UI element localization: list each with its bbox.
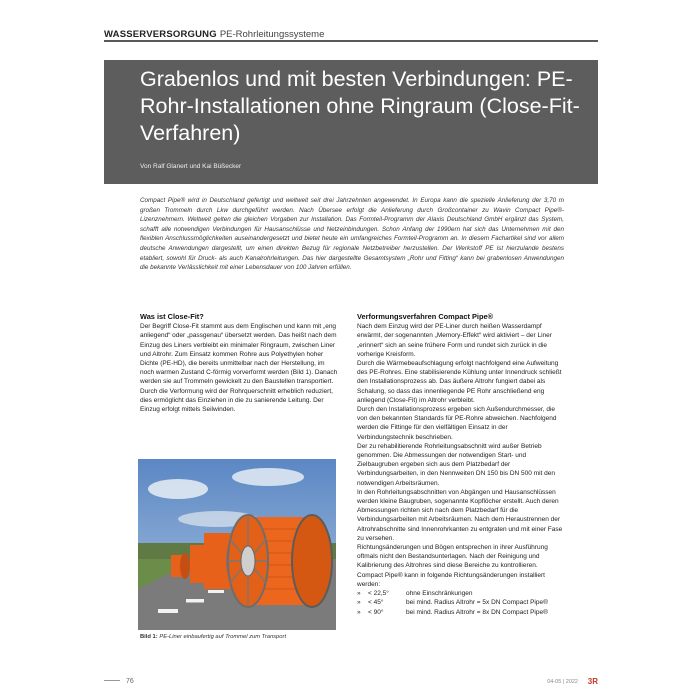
bullet-text: bei mind. Radius Altrohr = 5x DN Compact Pipe® bbox=[406, 599, 548, 607]
right-paragraph: Nach dem Einzug wird der PE-Liner durch heißen Wasserdampf erwärmt, der sogenannten „Memory-Effekt“ wird aktiviert – der Liner „erinnert“ sich an seine frühere Form und rundet sich zurück in die vorherige Kreisform. bbox=[357, 323, 552, 358]
cable-reel-far bbox=[171, 553, 190, 579]
cloud bbox=[232, 468, 304, 486]
issue-number: 04-05 | 2022 bbox=[547, 679, 578, 685]
caption-text: PE-Liner einbaufertig auf Trommel zum Transport bbox=[157, 634, 287, 640]
list-item bbox=[357, 589, 563, 598]
right-paragraph: In den Rohrleitungsabschnitten von Abgängen und Hausanschlüssen werden kleine Baugruben, sogenannte Kopflöcher erstellt. Auch deren Abmessungen richten sich nach dem Platzbedarf für die Verbindungsarbeiten mit Arbeitsräumen. Nach dem Heraustrennen der Altrohrabschnitte sind Innenrohrkanten zu entgraten und mit einer Fase zu versehen. bbox=[357, 488, 563, 542]
right-paragraph: Richtungsänderungen und Bögen entsprechen in ihrer Ausführung oftmals nicht den Bestandsunterlagen. Nach der Reinigung und Kalibrierung des Altrohres sind diese Bereiche zu kontrollieren. Compact Pipe® kann in folgende Richtungsänderungen installiert werden: bbox=[357, 544, 548, 588]
header-section: WASSERVERSORGUNG bbox=[104, 29, 217, 40]
article-title: Grabenlos und mit besten Verbindungen: PE-Rohr-Installationen ohne Ringraum (Close-Fit-Verfahren) bbox=[140, 67, 580, 145]
right-heading: Verformungsverfahren Compact Pipe® bbox=[357, 312, 494, 321]
figure-1-photo bbox=[138, 459, 336, 630]
bullet-degree: < 22,5° bbox=[368, 590, 389, 598]
header-subsection: PE-Rohrleitungssysteme bbox=[219, 29, 325, 40]
bullet-text: bei mind. Radius Altrohr = 8x DN Compact Pipe® bbox=[406, 608, 548, 616]
bullet-degree: < 45° bbox=[368, 599, 384, 607]
reel-photo-illustration bbox=[138, 459, 336, 630]
intro-paragraph: Compact Pipe® wird in Deutschland gefertigt und weltweit seit drei Jahrzehnten angewendet. In Europa kann die spezielle Anlieferung der 3,70 m großen Trommeln durch Lkw durchgeführt werden. Nach Übersee erfolgt die Anlieferung durch Großcontainer zu Wavin Compact Pipe®-Lizenznehmern. Weltweit gelten die gleichen Vorgaben zur Installation. Das Formteil-Programm der Alaxis Deutschland GmbH ergänzt das System, schafft alle notwendigen Verbindungen für Hausanschlüsse und Netzeinbindungen. Schon Anfang der 1990ern hat sich das Unternehmen mit den flexiblen Anschlussmöglichkeiten auseinandergesetzt und bietet heute ein umfangreiches Formteil-Programm an. In diesem Fachartikel sind vor allem deutsche Anwendungen dargestellt, um einen direkten Bezug für regionale Netzbetreiber herzustellen. Der Werkstoff PE ist hierzulande bestens etabliert, sowohl für Druck- als auch Kanalrohrleitungen. Das hier dargestellte Gesamtsystem „Rohr und Fitting“ kann bei grabenlosen Anwendungen die bekannte Verlässlichkeit mit einer Lebensdauer von 100 Jahren erfüllen. bbox=[140, 197, 564, 272]
left-heading: Was ist Close-Fit? bbox=[140, 312, 204, 321]
cable-reel-front bbox=[228, 515, 332, 607]
figure-caption bbox=[140, 634, 340, 640]
cloud bbox=[148, 479, 208, 499]
header-rule bbox=[104, 40, 598, 42]
left-column bbox=[140, 312, 338, 414]
page-number: 76 bbox=[126, 678, 134, 685]
authors: Von Ralf Glanert und Kai Büßecker bbox=[140, 163, 242, 170]
bullet-degree: < 90° bbox=[368, 608, 384, 616]
caption-label: Bild 1: bbox=[140, 634, 158, 640]
publication-logo: 3R bbox=[587, 677, 598, 686]
list-item bbox=[357, 598, 563, 607]
right-paragraph: Durch den Installationsprozess ergeben sich Außendurchmesser, die von den bekannten Standards für PE-Rohre abweichen. Nachfolgend werden die Fittinge für den vielfältigen Einsatz in der Verbindungstechnik beschrieben. bbox=[357, 406, 557, 441]
right-paragraph: Durch die Wärmebeaufschlagung erfolgt nachfolgend eine Aufweitung des PE-Rohres. Eine stabilisierende Kühlung unter Innendruck schließt den Installationsprozess ab. Das äußere Altrohr fungiert dabei als Schalung, so dass das innenliegende PE Rohr anschließend eng anliegend (Close-Fit) im Altrohr verbleibt. bbox=[357, 360, 562, 404]
list-item bbox=[357, 608, 563, 617]
bullet-text: ohne Einschränkungen bbox=[406, 590, 473, 598]
intro-text bbox=[140, 196, 564, 273]
direction-change-list bbox=[357, 589, 563, 617]
left-body: Der Begriff Close-Fit stammt aus dem Englischen und kann mit „eng anliegend“ oder „passgenau“ übersetzt werden. Das heißt nach dem Einzug des Liners verbleibt ein minimaler Ringraum, zwischen Liner und Altrohr. Zum Einsatz kommen Rohre aus Polyethylen hoher Dichte (PE-HD), die bereits unmittelbar nach der Herstellung, im noch warmen Zustand C-förmig vorverformt werden (Bild 1). Danach werden sie auf Trommeln gewickelt zu den Baustellen transportiert. Durch die Verformung wird der Rohrquerschnitt erheblich reduziert, dies ermöglicht das Einziehen in die zu sanierende Leitung. Der Einzug erfolgt mittels Seilwinden. bbox=[140, 323, 338, 414]
page-footer bbox=[104, 678, 598, 692]
right-paragraph: Der zu rehabilitierende Rohrleitungsabschnitt wird außer Betrieb genommen. Die Abmessungen der notwendigen Start- und Zielbaugruben ergeben sich aus dem Platzbedarf der Verbindungsarbeiten, in den Nennweiten DN 150 bis DN 500 mit den notwendigen Arbeitsräumen. bbox=[357, 442, 556, 487]
right-column bbox=[357, 312, 563, 617]
